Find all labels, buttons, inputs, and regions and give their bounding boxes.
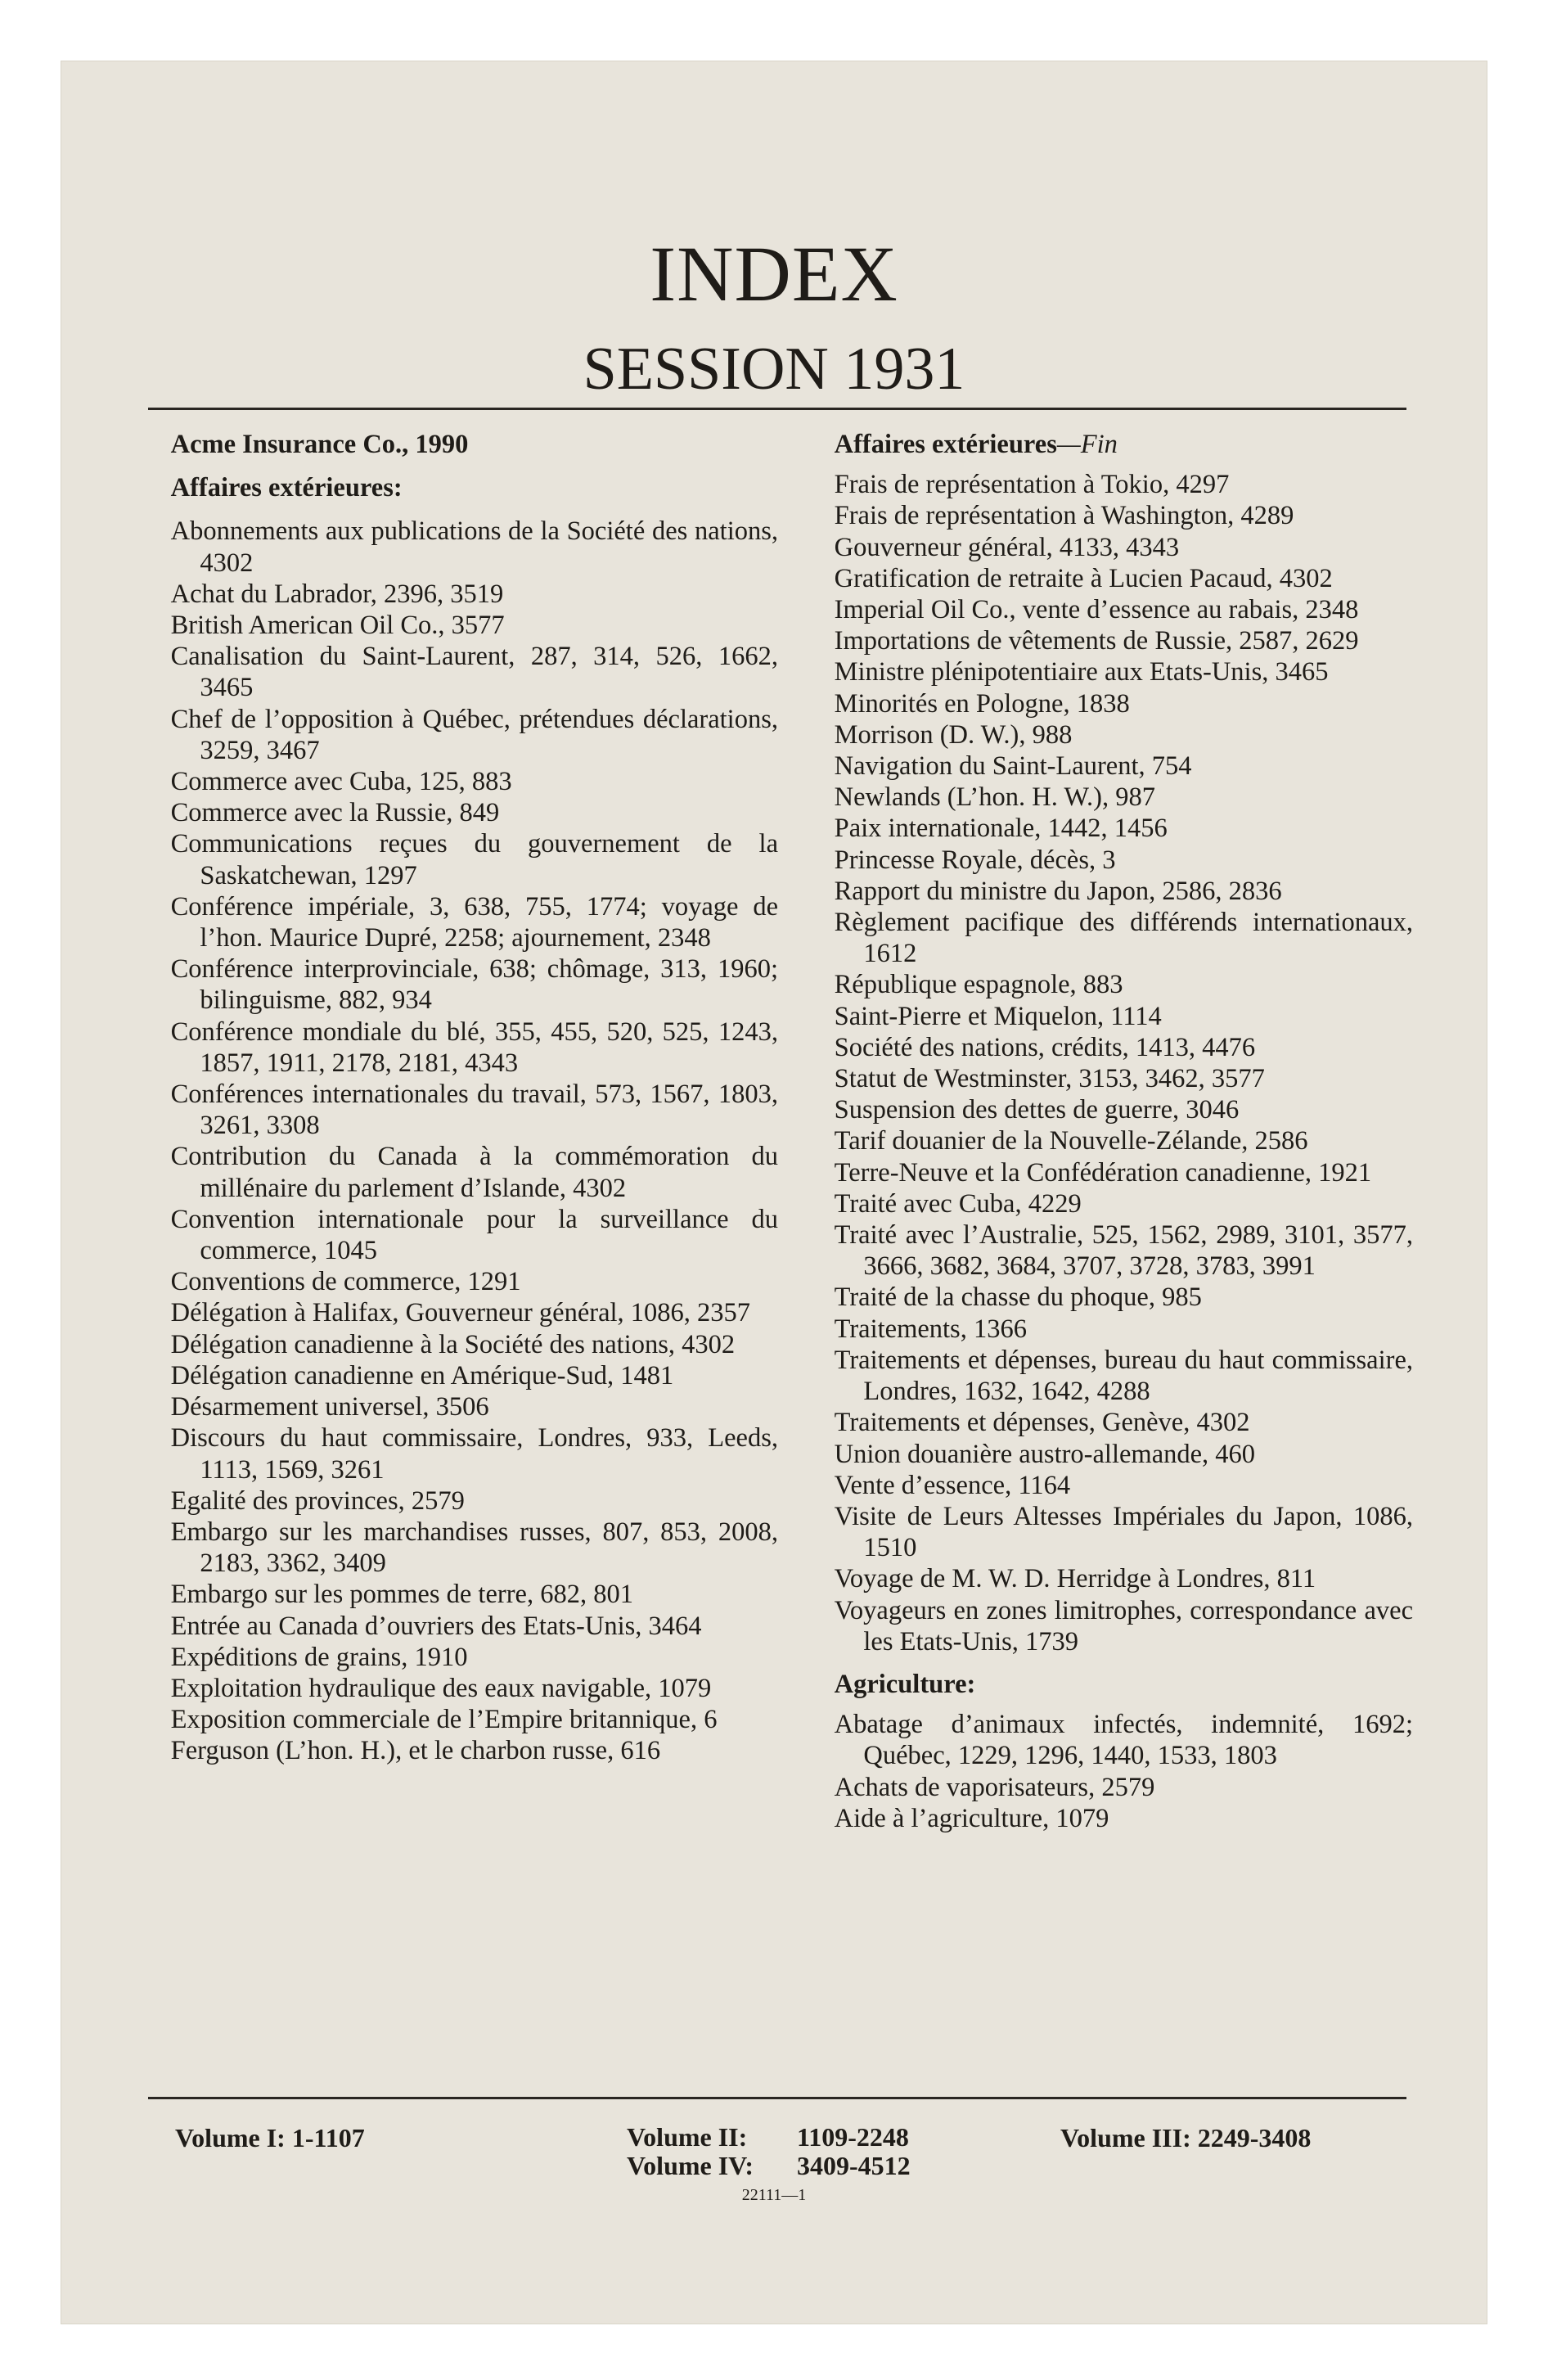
index-entry: Aide à l’agriculture, 1079 xyxy=(834,1803,1109,1833)
index-entry: Commerce avec Cuba, 125, 883 xyxy=(170,767,512,797)
index-entry: Gouverneur général, 4133, 4343 xyxy=(834,532,1180,562)
index-entry: Embargo sur les pommes de terre, 682, 801 xyxy=(170,1580,633,1610)
index-entry: Traitements, 1366 xyxy=(834,1314,1027,1344)
page-subtitle: SESSION 1931 xyxy=(583,336,965,403)
index-entry: Union douanière austro-allemande, 460 xyxy=(834,1439,1256,1469)
continued-heading-suffix: —Fin xyxy=(1056,430,1118,459)
index-entry: Traité avec l’Australie, 525, 1562, 2989, 3101, 3577, 3666, 3682, 3684, 3707, 3728, 3783, 3991 xyxy=(834,1220,1413,1282)
index-entry: Délégation canadienne en Amérique-Sud, 1481 xyxy=(170,1360,674,1391)
index-entry: Tarif douanier de la Nouvelle-Zélande, 2586 xyxy=(834,1126,1308,1156)
volume-label: Volume IV: xyxy=(627,2151,754,2180)
index-entry: République espagnole, 883 xyxy=(834,970,1123,1000)
index-entry: Désarmement universel, 3506 xyxy=(170,1392,489,1422)
index-entry: Gratification de retraite à Lucien Pacaud, 4302 xyxy=(834,563,1333,593)
index-entry: Achat du Labrador, 2396, 3519 xyxy=(170,579,504,609)
bottom-divider xyxy=(148,2097,1406,2099)
index-entry: Abonnements aux publications de la Société des nations, 4302 xyxy=(170,516,778,578)
index-entry: Chef de l’opposition à Québec, prétendues déclarations, 3259, 3467 xyxy=(170,704,778,765)
index-entry: Navigation du Saint-Laurent, 754 xyxy=(834,751,1192,782)
index-entry: Canalisation du Saint-Laurent, 287, 314, 526, 1662, 3465 xyxy=(170,642,778,703)
index-entry: Commerce avec la Russie, 849 xyxy=(170,798,500,828)
index-entry: Expéditions de grains, 1910 xyxy=(170,1642,468,1672)
volume-pages: 2249-3408 xyxy=(1197,2123,1312,2152)
index-entry: Conventions de commerce, 1291 xyxy=(170,1267,521,1297)
index-entry: Société des nations, crédits, 1413, 4476 xyxy=(834,1032,1256,1062)
index-entry: Traité de la chasse du phoque, 985 xyxy=(834,1282,1202,1313)
printer-code: 22111—1 xyxy=(741,2186,807,2204)
index-entry: Frais de représentation à Washington, 4289 xyxy=(834,501,1294,531)
index-entry: Statut de Westminster, 3153, 3462, 3577 xyxy=(834,1064,1265,1094)
index-entry: Traitements et dépenses, Genève, 4302 xyxy=(834,1408,1250,1438)
index-entry: Voyage de M. W. D. Herridge à Londres, 811 xyxy=(834,1564,1316,1594)
index-entry: Frais de représentation à Tokio, 4297 xyxy=(834,470,1230,500)
index-entry: Conférences internationales du travail, 573, 1567, 1803, 3261, 3308 xyxy=(170,1080,778,1141)
index-entry: Princesse Royale, décès, 3 xyxy=(834,845,1116,875)
volume-label: Volume III: xyxy=(1060,2123,1191,2152)
page-sheet xyxy=(61,61,1487,2324)
index-entry: Paix internationale, 1442, 1456 xyxy=(834,814,1168,844)
index-entry: British American Oil Co., 3577 xyxy=(170,611,505,641)
volume-4-range xyxy=(627,2152,911,2180)
index-entry: Saint-Pierre et Miquelon, 1114 xyxy=(834,1001,1162,1031)
index-entry: Exposition commerciale de l’Empire britannique, 6 xyxy=(170,1705,718,1735)
index-entry: Ferguson (L’hon. H.), et le charbon russe, 616 xyxy=(170,1736,661,1766)
index-entry: Règlement pacifique des différends internationaux, 1612 xyxy=(834,908,1413,969)
volume-pages: 3409-4512 xyxy=(797,2151,911,2180)
left-column xyxy=(148,429,778,1767)
index-entry: Newlands (L’hon. H. W.), 987 xyxy=(834,782,1156,813)
index-heading-affaires: Affaires extérieures: xyxy=(170,473,403,503)
index-heading-acme: Acme Insurance Co., 1990 xyxy=(170,430,469,459)
volume-label: Volume II: xyxy=(627,2122,748,2152)
right-column xyxy=(812,429,1413,1834)
index-heading-affaires-continued xyxy=(812,429,1413,460)
index-entry: Délégation canadienne à la Société des nations, 4302 xyxy=(170,1329,736,1359)
volume-2-4-ranges xyxy=(627,2123,911,2180)
volume-label: Volume I: xyxy=(175,2123,286,2152)
top-divider xyxy=(148,408,1406,410)
index-entry: Ministre plénipotentiaire aux Etats-Unis, 3465 xyxy=(834,657,1329,687)
index-entry: Embargo sur les marchandises russes, 807, 853, 2008, 2183, 3362, 3409 xyxy=(170,1517,778,1579)
volume-1-range xyxy=(175,2123,365,2153)
index-entry: Conférence impériale, 3, 638, 755, 1774; voyage de l’hon. Maurice Dupré, 2258; ajournement, 2348 xyxy=(170,891,778,953)
index-entry: Entrée au Canada d’ouvriers des Etats-Unis, 3464 xyxy=(170,1611,702,1641)
index-entry: Egalité des provinces, 2579 xyxy=(170,1485,465,1516)
index-entry: Conférence mondiale du blé, 355, 455, 520, 525, 1243, 1857, 1911, 2178, 2181, 4343 xyxy=(170,1016,778,1078)
index-entry: Rapport du ministre du Japon, 2586, 2836 xyxy=(834,876,1282,906)
index-entry: Terre-Neuve et la Confédération canadienne, 1921 xyxy=(834,1157,1372,1188)
volume-pages: 1-1107 xyxy=(291,2123,365,2152)
index-entry: Contribution du Canada à la commémoration du millénaire du parlement d’Islande, 4302 xyxy=(170,1142,778,1203)
index-entry: Achats de vaporisateurs, 2579 xyxy=(834,1772,1155,1802)
index-entry: Suspension des dettes de guerre, 3046 xyxy=(834,1095,1240,1125)
index-entry: Morrison (D. W.), 988 xyxy=(834,719,1073,750)
index-entry: Exploitation hydraulique des eaux navigable, 1079 xyxy=(170,1673,712,1703)
index-entry: Conférence interprovinciale, 638; chômage, 313, 1960; bilinguisme, 882, 934 xyxy=(170,954,778,1016)
index-entry: Voyageurs en zones limitrophes, correspondance avec les Etats-Unis, 1739 xyxy=(834,1595,1413,1657)
index-entry: Communications reçues du gouvernement de la Saskatchewan, 1297 xyxy=(170,829,778,890)
index-entry: Traitements et dépenses, bureau du haut commissaire, Londres, 1632, 1642, 4288 xyxy=(834,1345,1413,1407)
index-entry: Traité avec Cuba, 4229 xyxy=(834,1188,1082,1219)
volume-2-range xyxy=(627,2123,911,2152)
index-entry: Discours du haut commissaire, Londres, 933, Leeds, 1113, 1569, 3261 xyxy=(170,1423,778,1485)
index-entry: Délégation à Halifax, Gouverneur général, 1086, 2357 xyxy=(170,1298,751,1328)
index-heading-agriculture: Agriculture: xyxy=(834,1669,976,1699)
index-entry: Abatage d’animaux infectés, indemnité, 1692; Québec, 1229, 1296, 1440, 1533, 1803 xyxy=(834,1710,1413,1771)
continued-heading-text: Affaires extérieures xyxy=(834,430,1057,459)
index-entry: Visite de Leurs Altesses Impériales du Japon, 1086, 1510 xyxy=(834,1501,1413,1563)
index-entry: Convention internationale pour la surveillance du commerce, 1045 xyxy=(170,1204,778,1266)
index-entry: Vente d’essence, 1164 xyxy=(834,1470,1071,1500)
page-title: INDEX xyxy=(650,230,898,318)
index-entry: Importations de vêtements de Russie, 2587, 2629 xyxy=(834,626,1359,656)
volume-3-range xyxy=(1060,2123,1311,2153)
volume-pages: 1109-2248 xyxy=(797,2122,909,2152)
index-entry: Minorités en Pologne, 1838 xyxy=(834,688,1130,719)
index-entry: Imperial Oil Co., vente d’essence au rabais, 2348 xyxy=(834,595,1359,625)
